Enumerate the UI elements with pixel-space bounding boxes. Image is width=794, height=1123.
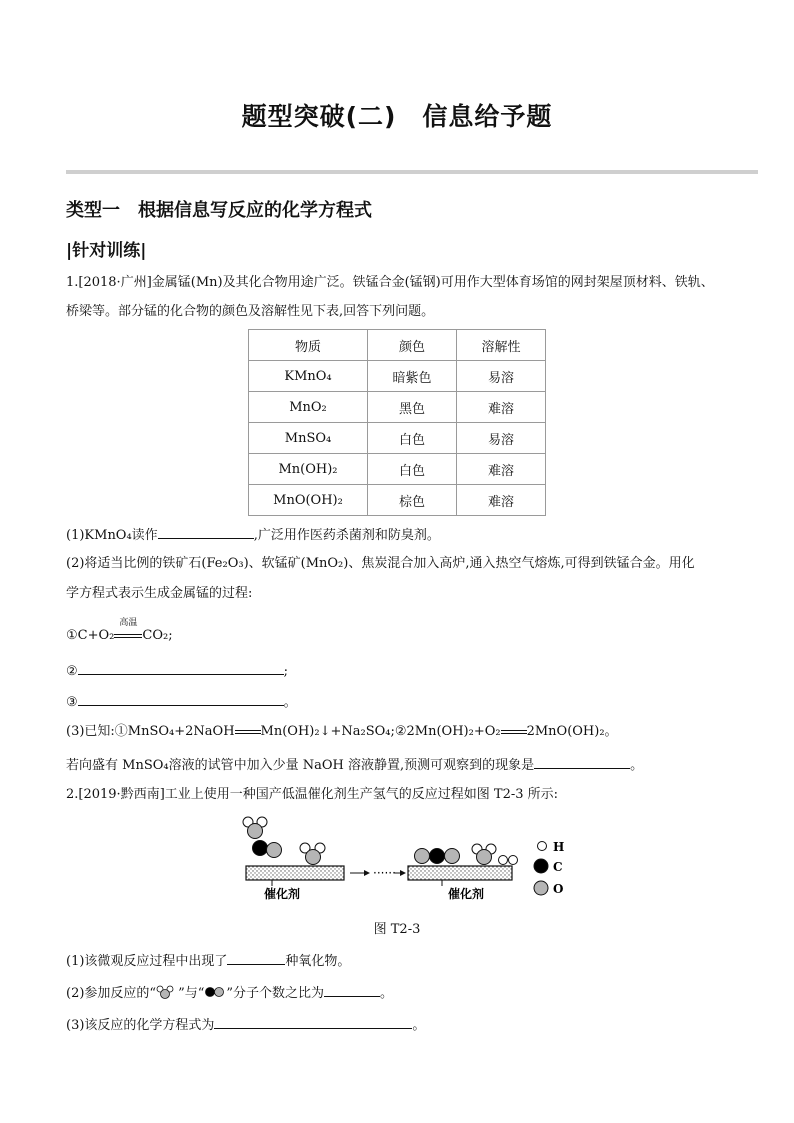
catalyst-block-left [246, 866, 344, 880]
q1-part2-line1: (2)将适当比例的铁矿石(Fe₂O₃)、软锰矿(MnO₂)、焦炭混合加入高炉,通入热空气熔炼,可得到铁锰合金。用化 [66, 556, 695, 571]
carbon-atom-icon [534, 859, 548, 873]
q1-intro-line1: 1.[2018·广州]金属锰(Mn)及其化合物用途广泛。铁锰合金(锰钢)可用作大型体育场馆的网封架屋顶材料、铁轨、 [66, 275, 714, 290]
arrow-head [364, 870, 370, 876]
eq2-end: ; [283, 664, 289, 679]
eq1-left: ①C+O₂ [66, 628, 115, 643]
water-molecule [243, 817, 267, 839]
page-title: 题型突破(二) 信息给予题 [241, 102, 553, 131]
q1-part1-suffix: ,广泛用作医药杀菌剂和防臭剂。 [253, 528, 440, 543]
q2-part2 [66, 982, 393, 1003]
q2-part1-a: (1)该微观反应过程中出现了 [66, 954, 228, 969]
oxygen-atom-icon [534, 881, 548, 895]
table-row [249, 361, 546, 392]
atom-legend [534, 840, 564, 896]
subsection-heading: |针对训练| [66, 241, 147, 261]
q2-part2-a: (2)参加反应的“ [66, 986, 157, 1001]
hydrogen-atom-icon [538, 842, 547, 851]
table-cell: 白色 [368, 423, 457, 454]
q1-intro-line2: 桥梁等。部分锰的化合物的颜色及溶解性见下表,回答下列问题。 [66, 304, 435, 319]
q1-part3-line1 [66, 723, 618, 741]
q1-equation2 [66, 660, 288, 681]
table-header-cell: 溶解性 [457, 330, 546, 361]
table-cell: 白色 [368, 454, 457, 485]
q1-part3-line2 [66, 754, 643, 775]
table-cell: 难溶 [457, 454, 546, 485]
table-cell: 易溶 [457, 423, 546, 454]
answer-blank[interactable] [534, 754, 630, 769]
legend-c: C [553, 860, 563, 874]
manganese-compounds-table [248, 329, 546, 516]
table-row [249, 423, 546, 454]
table-cell: 难溶 [457, 485, 546, 516]
table-cell: 难溶 [457, 392, 546, 423]
table-cell: Mn(OH)₂ [249, 454, 368, 485]
q1-part3-line2-a: 若向盛有 MnSO₄溶液的试管中加入少量 NaOH 溶液静置,预测可观察到的现象是 [66, 758, 535, 773]
q1-part1 [66, 524, 440, 545]
reaction-condition [114, 618, 142, 645]
table-header-cell: 颜色 [368, 330, 457, 361]
co-molecule [253, 841, 282, 858]
q2-part1-b: 种氧化物。 [285, 954, 351, 969]
q1-part3-line2-b: 。 [630, 758, 644, 773]
table-cell: KMnO₄ [249, 361, 368, 392]
q2-part2-mid: ”与“ [178, 986, 205, 1001]
table-cell: 黑色 [368, 392, 457, 423]
answer-blank[interactable] [214, 1014, 412, 1029]
ellipsis-dots: ······ [373, 866, 396, 880]
eq3-end: 。 [283, 695, 297, 710]
condition-label: 高温 [119, 618, 138, 628]
figure-caption: 图 T2-3 [373, 922, 421, 937]
table-cell: MnSO₄ [249, 423, 368, 454]
equals-sign [235, 730, 261, 734]
equals-sign [501, 730, 527, 734]
q2-part3-b: 。 [412, 1018, 426, 1033]
table-cell: 易溶 [457, 361, 546, 392]
equals-sign [114, 634, 142, 638]
catalyst-label-left: 催化剂 [263, 887, 301, 901]
q2-intro: 2.[2019·黔西南]工业上使用一种国产低温催化剂生产氢气的反应过程如图 T2-3 所示: [66, 787, 559, 802]
q2-part1 [66, 950, 350, 971]
co-molecule-icon [204, 985, 226, 999]
table-cell: MnO₂ [249, 392, 368, 423]
q1-part3-b: Mn(OH)₂↓+Na₂SO₄;②2Mn(OH)₂+O₂ [260, 724, 501, 739]
co2-molecule [415, 849, 460, 864]
answer-blank[interactable] [78, 691, 284, 706]
q2-part3-a: (3)该反应的化学方程式为 [66, 1018, 215, 1033]
water-molecule-right [472, 844, 496, 865]
q1-part1-prefix: (1)KMnO₄读作 [66, 528, 158, 543]
table-row [249, 392, 546, 423]
water-molecule-icon [156, 985, 178, 999]
eq1-right: CO₂; [142, 628, 173, 643]
section-heading: 类型一 根据信息写反应的化学方程式 [66, 200, 372, 221]
table-cell: 暗紫色 [368, 361, 457, 392]
hydrogen-molecule [499, 856, 518, 865]
q1-part2-line2: 学方程式表示生成金属锰的过程: [66, 586, 253, 601]
eq2-label: ② [66, 664, 78, 679]
q1-part3-c: 2MnO(OH)₂。 [526, 724, 618, 739]
legend-o: O [553, 882, 564, 896]
answer-blank[interactable] [158, 524, 254, 539]
table-cell: MnO(OH)₂ [249, 485, 368, 516]
answer-blank[interactable] [78, 660, 284, 675]
adsorbed-water-molecule [300, 843, 325, 865]
q1-equation1 [66, 618, 173, 645]
answer-blank[interactable] [324, 982, 380, 997]
catalyst-label-right: 催化剂 [447, 887, 485, 901]
table-header-row [249, 330, 546, 361]
table-row [249, 454, 546, 485]
catalyst-block-right [408, 866, 512, 880]
eq3-label: ③ [66, 695, 78, 710]
table-cell: 棕色 [368, 485, 457, 516]
legend-h: H [553, 840, 565, 854]
q1-equation3 [66, 691, 297, 712]
table-header-cell: 物质 [249, 330, 368, 361]
reaction-diagram [228, 810, 588, 910]
arrow-head [400, 870, 406, 876]
answer-blank[interactable] [227, 950, 285, 965]
q2-part3 [66, 1014, 425, 1035]
q2-part2-b: ”分子个数之比为 [226, 986, 325, 1001]
q2-part2-c: 。 [380, 986, 394, 1001]
title-divider [66, 170, 758, 174]
q1-part3-a: (3)已知:①MnSO₄+2NaOH [66, 724, 235, 739]
table-row [249, 485, 546, 516]
